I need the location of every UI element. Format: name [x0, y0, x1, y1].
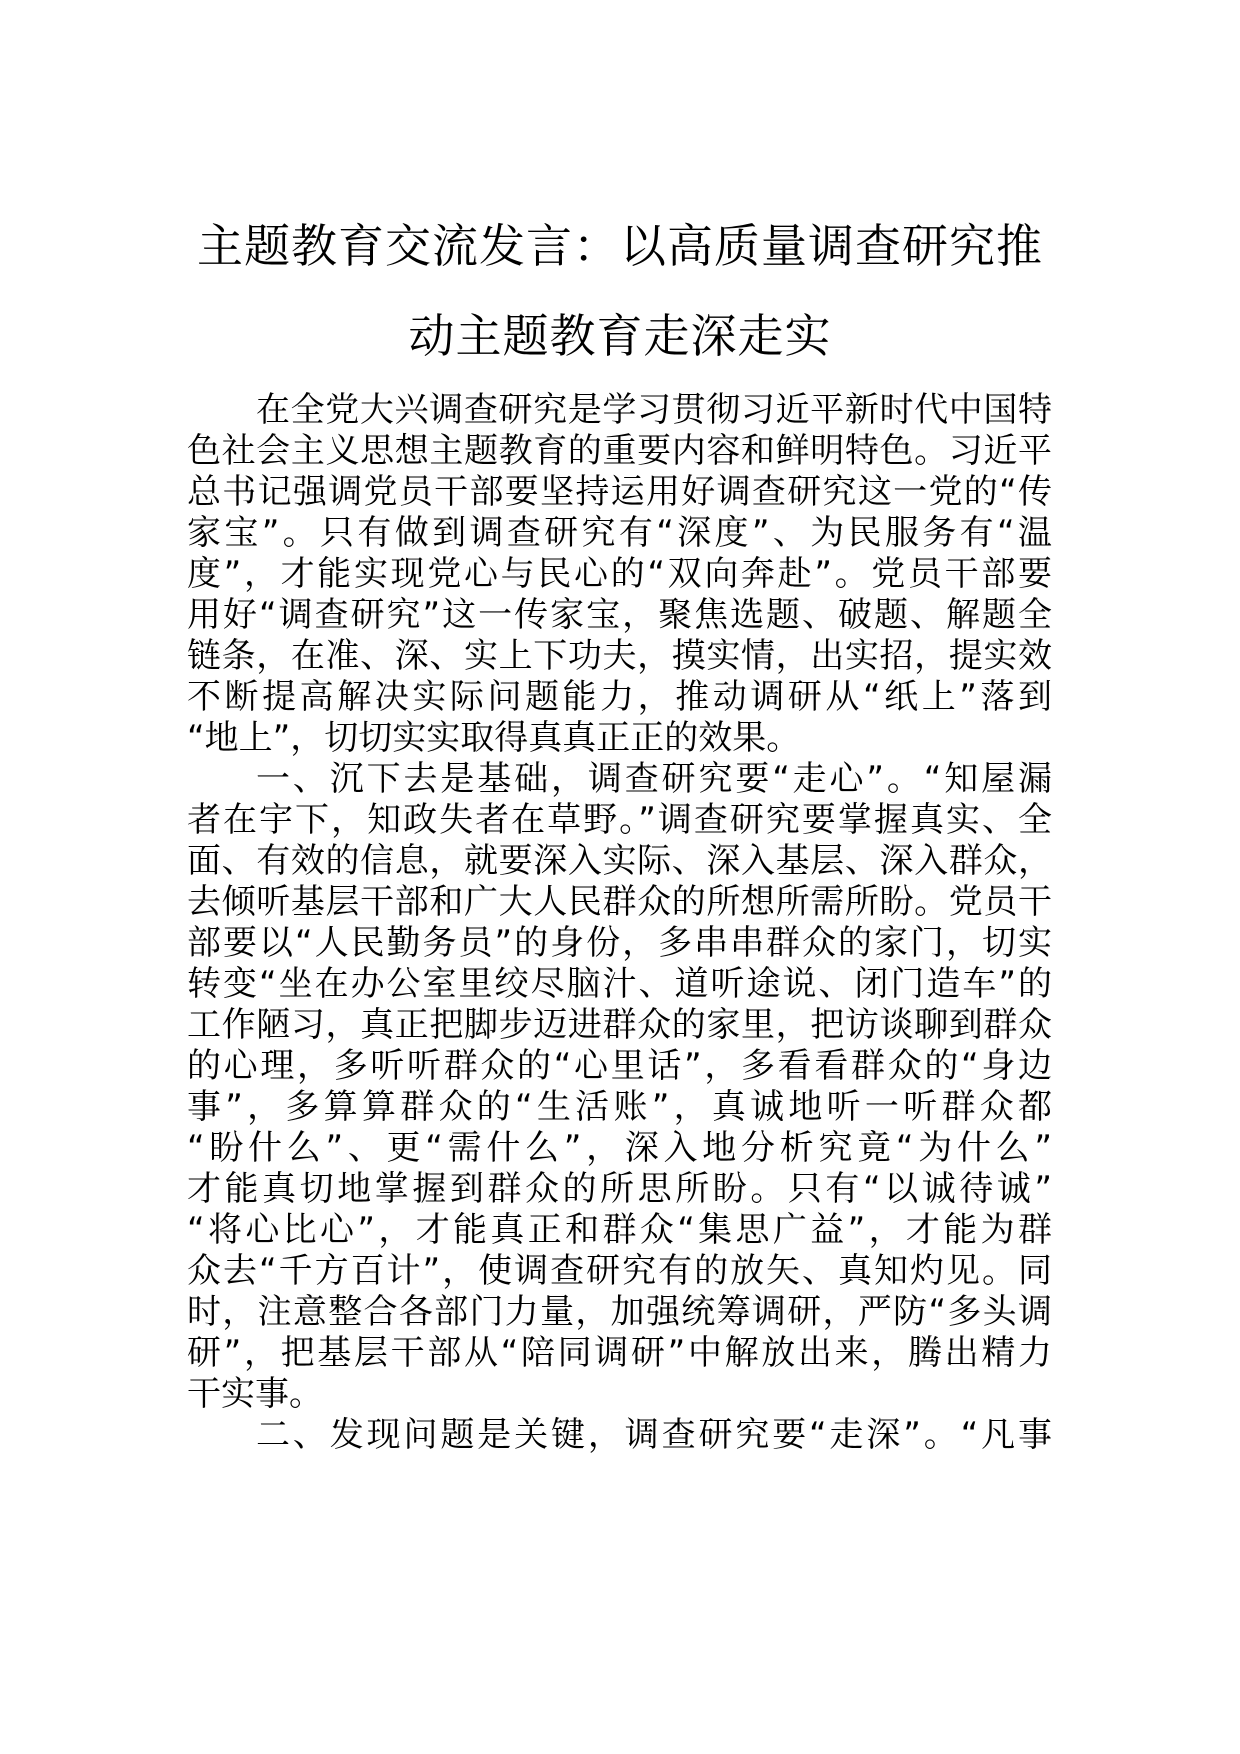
paragraph-line: 面、有效的信息，就要深入实际、深入基层、深入群众，: [187, 841, 1052, 881]
paragraph-line: 转变“坐在办公室里绞尽脑汁、道听途说、闭门造车”的: [187, 964, 1052, 1004]
paragraph-line: 用好“调查研究”这一传家宝，聚焦选题、破题、解题全: [187, 595, 1052, 635]
paragraph-line: 部要以“人民勤务员”的身份，多串串群众的家门，切实: [187, 923, 1052, 963]
paragraph-line: 事”，多算算群众的“生活账”，真诚地听一听群众都: [187, 1087, 1052, 1127]
section-heading-line: 一、沉下去是基础，调查研究要“走心”。“知屋漏: [256, 759, 1052, 799]
paragraph-line: “将心比心”，才能真正和群众“集思广益”，才能为群: [187, 1210, 1052, 1250]
document-title-line-1: 主题教育交流发言：以高质量调查研究推: [197, 219, 1043, 273]
paragraph-line: “盼什么”、更“需什么”，深入地分析究竟“为什么”: [187, 1128, 1052, 1168]
paragraph-line: 度”，才能实现党心与民心的“双向奔赴”。党员干部要: [187, 554, 1052, 594]
paragraph-line: 总书记强调党员干部要坚持运用好调查研究这一党的“传: [187, 472, 1052, 512]
paragraph-line: 的心理，多听听群众的“心里话”，多看看群众的“身边: [187, 1046, 1052, 1086]
paragraph-line: 时，注意整合各部门力量，加强统筹调研，严防“多头调: [187, 1292, 1052, 1332]
paragraph-line: 者在宇下，知政失者在草野。”调查研究要掌握真实、全: [187, 800, 1052, 840]
paragraph-line: 去倾听基层干部和广大人民群众的所想所需所盼。党员干: [187, 882, 1052, 922]
section-heading-line: 二、发现问题是关键，调查研究要“走深”。“凡事: [256, 1415, 1052, 1455]
paragraph-line: 链条，在准、深、实上下功夫，摸实情，出实招，提实效: [187, 636, 1052, 676]
paragraph-line: 色社会主义思想主题教育的重要内容和鲜明特色。习近平: [187, 431, 1052, 471]
paragraph-line: 家宝”。只有做到调查研究有“深度”、为民服务有“温: [187, 513, 1052, 553]
paragraph-line: “地上”，切切实实取得真真正正的效果。: [187, 718, 801, 758]
paragraph-line: 工作陋习，真正把脚步迈进群众的家里，把访谈聊到群众: [187, 1005, 1052, 1045]
document-title-line-2: 动主题教育走深走实: [408, 309, 832, 363]
paragraph-line: 才能真切地掌握到群众的所思所盼。只有“以诚待诚”: [187, 1169, 1052, 1209]
paragraph-line: 众去“千方百计”，使调查研究有的放矢、真知灼见。同: [187, 1251, 1052, 1291]
paragraph-line: 不断提高解决实际问题能力，推动调研从“纸上”落到: [187, 677, 1052, 717]
paragraph-line: 研”，把基层干部从“陪同调研”中解放出来，腾出精力: [187, 1333, 1052, 1373]
paragraph-line: 在全党大兴调查研究是学习贯彻习近平新时代中国特: [256, 390, 1052, 430]
paragraph-line: 干实事。: [187, 1374, 323, 1414]
